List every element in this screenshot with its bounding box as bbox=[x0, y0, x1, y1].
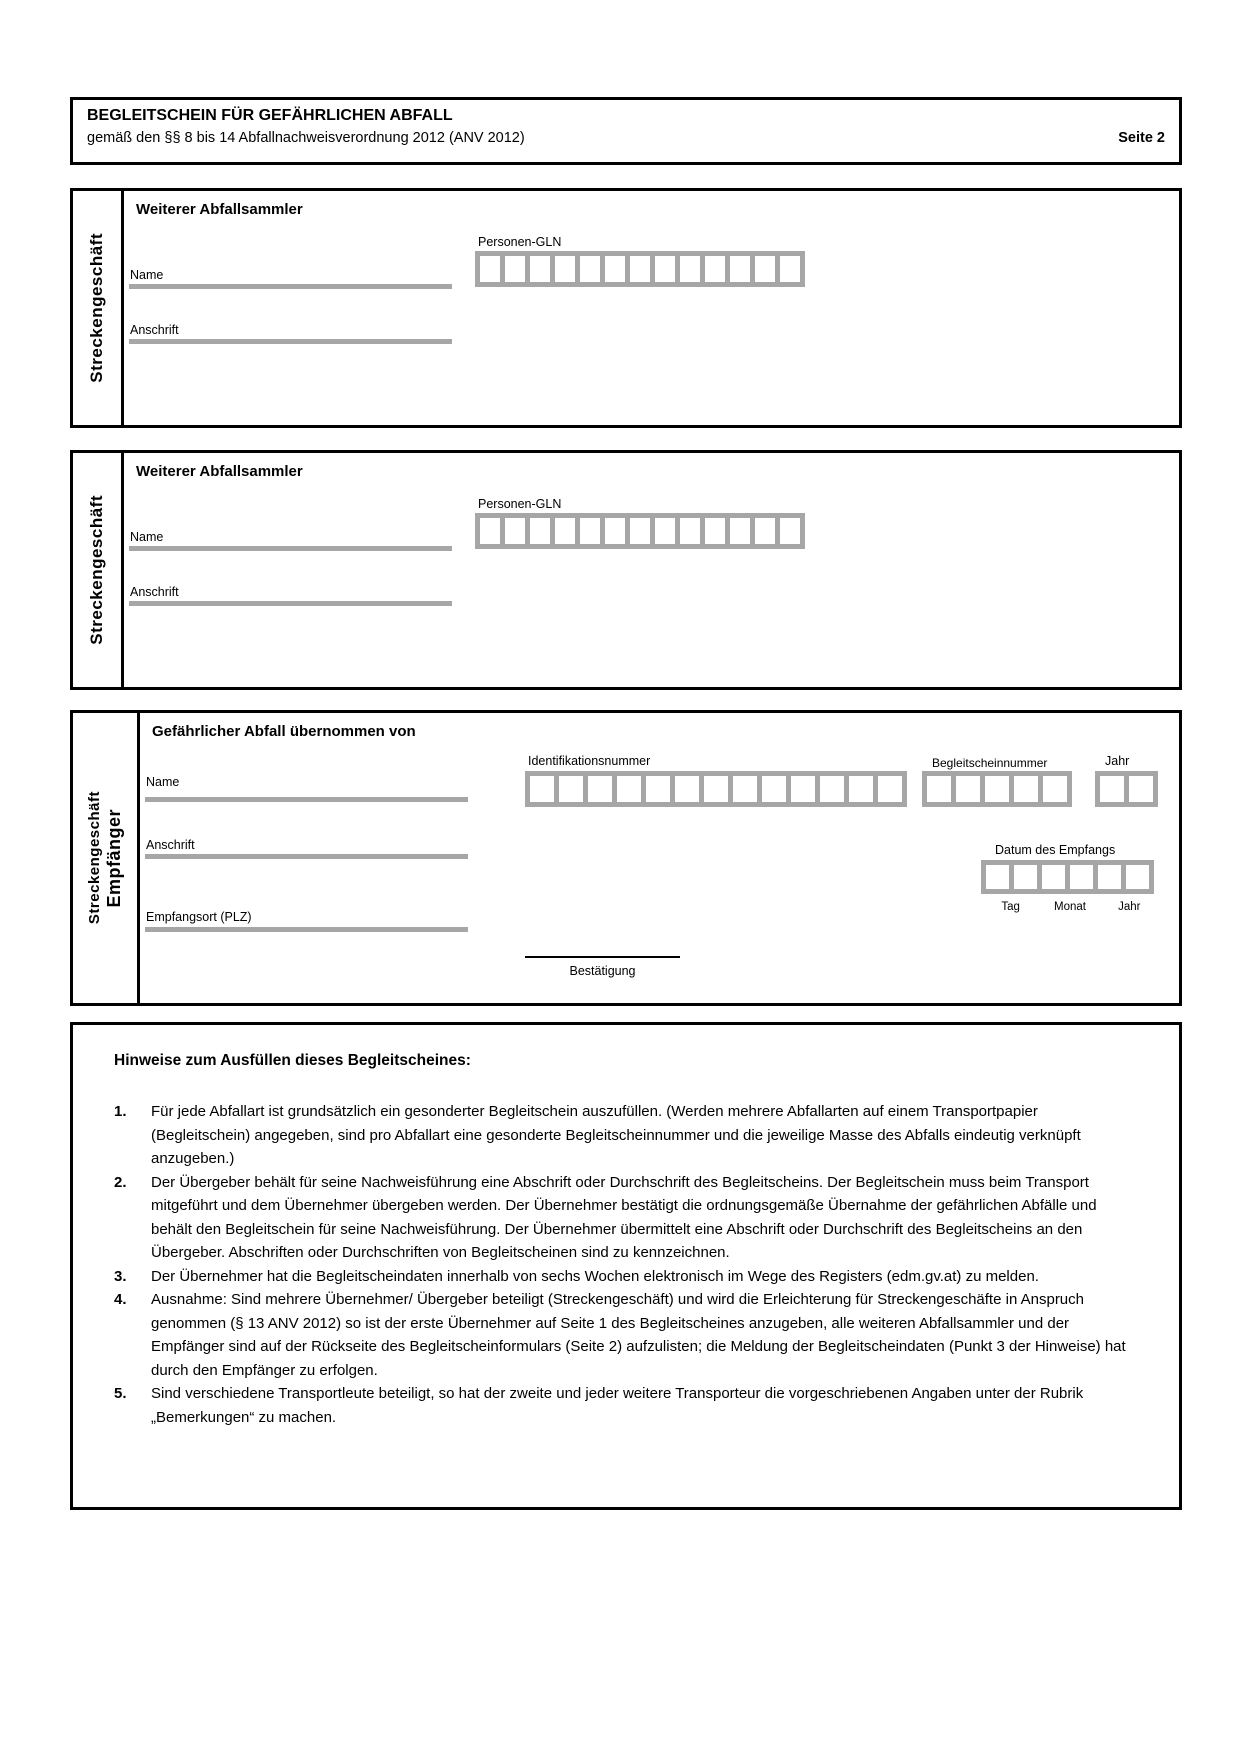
box-cell bbox=[1070, 865, 1093, 889]
section-empfaenger bbox=[70, 710, 1182, 1006]
bestaetigung-signature-line bbox=[525, 956, 680, 958]
box-cell bbox=[480, 518, 500, 544]
form-header bbox=[70, 97, 1182, 165]
box-cell bbox=[704, 776, 728, 802]
box-cell bbox=[730, 256, 750, 282]
box-cell bbox=[780, 256, 800, 282]
name-field-line bbox=[129, 546, 452, 551]
hinweis-number: 4. bbox=[114, 1291, 127, 1308]
box-cell bbox=[705, 518, 725, 544]
identifikationsnummer-label: Identifikationsnummer bbox=[528, 754, 651, 768]
hinweis-number: 1. bbox=[114, 1103, 127, 1120]
box-cell bbox=[605, 518, 625, 544]
datum-des-empfangs-label: Datum des Empfangs bbox=[995, 843, 1116, 857]
section-title: Gefährlicher Abfall übernommen von bbox=[152, 723, 416, 740]
box-cell bbox=[617, 776, 641, 802]
box-cell bbox=[675, 776, 699, 802]
datum-boxes bbox=[981, 860, 1154, 894]
box-cell bbox=[1043, 776, 1067, 802]
section-title: Weiterer Abfallsammler bbox=[136, 463, 303, 480]
name-label: Name bbox=[130, 268, 164, 282]
identifikationsnummer-boxes bbox=[525, 771, 907, 807]
section-side-label-area bbox=[73, 191, 124, 425]
box-cell bbox=[630, 518, 650, 544]
box-cell bbox=[762, 776, 786, 802]
box-cell bbox=[878, 776, 902, 802]
box-cell bbox=[1014, 865, 1037, 889]
hinweis-number: 2. bbox=[114, 1173, 127, 1191]
box-cell bbox=[655, 256, 675, 282]
side-label-empfaenger: Empfänger bbox=[103, 808, 124, 908]
hinweis-item-1 bbox=[114, 1100, 1131, 1171]
box-cell bbox=[791, 776, 815, 802]
section-abfallsammler-2 bbox=[70, 450, 1182, 690]
box-cell bbox=[986, 865, 1009, 889]
begleitscheinnummer-boxes bbox=[922, 771, 1072, 807]
name-label: Name bbox=[146, 775, 180, 789]
hinweis-text: Der Übernehmer hat die Begleitscheindaten innerhalb von sechs Wochen elektronisch im Wege des Registers (edm.gv.at) zu melden. bbox=[151, 1267, 1039, 1285]
page-number: Seite 2 bbox=[1118, 130, 1165, 146]
anschrift-field-line bbox=[129, 601, 452, 606]
personen-gln-boxes bbox=[475, 251, 805, 287]
side-label-streckengeschaeft: Streckengeschäft bbox=[87, 495, 106, 645]
personen-gln-boxes bbox=[475, 513, 805, 549]
box-cell bbox=[559, 776, 583, 802]
box-cell bbox=[820, 776, 844, 802]
anschrift-field-line bbox=[145, 854, 468, 859]
form-subtitle: gemäß den §§ 8 bis 14 Abfallnachweisverordnung 2012 (ANV 2012) bbox=[87, 130, 525, 146]
jahr-label: Jahr bbox=[1105, 754, 1130, 768]
empfangsort-label: Empfangsort (PLZ) bbox=[146, 910, 252, 924]
box-cell bbox=[780, 518, 800, 544]
anschrift-field-line bbox=[129, 339, 452, 344]
box-cell bbox=[1100, 776, 1124, 802]
hinweis-item-3 bbox=[114, 1265, 1131, 1289]
hinweis-text: Sind verschiedene Transportleute beteiligt, so hat der zweite und jeder weitere Transporteur die vorgeschriebenen Angaben unter der Rubrik „Bemerkungen“ zu machen. bbox=[151, 1385, 1084, 1426]
name-label: Name bbox=[130, 530, 164, 544]
hinweis-item-2 bbox=[114, 1171, 1131, 1265]
name-field-line bbox=[145, 797, 468, 802]
hinweise-box bbox=[70, 1022, 1182, 1510]
begleitscheinnummer-label: Begleitscheinnummer bbox=[932, 756, 1048, 770]
hinweis-number: 5. bbox=[114, 1385, 127, 1402]
side-label-streckengeschaeft: Streckengeschäft bbox=[87, 233, 106, 383]
box-cell bbox=[680, 256, 700, 282]
name-field-line bbox=[129, 284, 452, 289]
box-cell bbox=[1042, 865, 1065, 889]
personen-gln-label: Personen-GLN bbox=[478, 497, 562, 511]
box-cell bbox=[755, 256, 775, 282]
hinweis-item-5 bbox=[114, 1382, 1131, 1429]
box-cell bbox=[1129, 776, 1153, 802]
box-cell bbox=[580, 518, 600, 544]
hinweis-text: Der Übergeber behält für seine Nachweisführung eine Abschrift oder Durchschrift des Begleitscheins. Der Begleitschein muss beim Transport mitgeführt und dem Übernehmer übergeben werden. Der Übernehmer bestätigt die ordnungsgemäße Übernahme der gefährlichen Abfälle und behält den Begleitschein für seine Nachweisführung. Der Übernehmer übermittelt eine Abschrift oder Durchschrift des Begleitscheins an den Übergeber. Abschriften oder Durchschriften von Begleitscheinen sind zu kennzeichnen. bbox=[151, 1173, 1097, 1261]
box-cell bbox=[1126, 865, 1149, 889]
box-cell bbox=[733, 776, 757, 802]
box-cell bbox=[505, 256, 525, 282]
hinweis-number: 3. bbox=[114, 1267, 127, 1285]
box-cell bbox=[655, 518, 675, 544]
monat-label: Monat bbox=[1054, 901, 1086, 913]
tag-label: Tag bbox=[1001, 901, 1020, 913]
box-cell bbox=[605, 256, 625, 282]
section-side-label-area bbox=[73, 713, 140, 1003]
box-cell bbox=[530, 256, 550, 282]
anschrift-label: Anschrift bbox=[130, 585, 179, 599]
hinweis-text: Ausnahme: Sind mehrere Übernehmer/ Übergeber beteiligt (Streckengeschäft) und wird die Erleichterung für Streckengeschäfte in Anspruch genommen (§ 13 ANV 2012) so ist der erste Übernehmer auf Seite 1 des Begleitscheines anzugeben, alle weiteren Abfallsammler und der Empfänger sind auf der Rückseite des Begleitscheinformulars (Seite 2) aufzulisten; die Meldung der Begleitscheindaten (Punkt 3 der Hinweise) hat durch den Empfänger zu erfolgen. bbox=[151, 1291, 1126, 1379]
anschrift-label: Anschrift bbox=[130, 323, 179, 337]
box-cell bbox=[927, 776, 951, 802]
jahr-boxes bbox=[1095, 771, 1158, 807]
hinweis-text: Für jede Abfallart ist grundsätzlich ein gesonderter Begleitschein auszufüllen. (Werden mehrere Abfallarten auf einem Transportpapier (Begleitschein) angegeben, sind pro Abfallart eine gesonderte Begleitscheinnummer und die jeweilige Masse des Abfalls eindeutig verknüpft anzugeben.) bbox=[151, 1103, 1081, 1167]
box-cell bbox=[530, 518, 550, 544]
anschrift-label: Anschrift bbox=[146, 838, 195, 852]
box-cell bbox=[956, 776, 980, 802]
hinweis-item-4 bbox=[114, 1288, 1131, 1382]
box-cell bbox=[505, 518, 525, 544]
box-cell bbox=[555, 256, 575, 282]
box-cell bbox=[1014, 776, 1038, 802]
box-cell bbox=[630, 256, 650, 282]
section-content bbox=[124, 191, 1179, 425]
section-content bbox=[124, 453, 1179, 687]
empfangsort-field-line bbox=[145, 927, 468, 932]
hinweise-title: Hinweise zum Ausfüllen dieses Begleitscheines: bbox=[114, 1052, 471, 1069]
box-cell bbox=[580, 256, 600, 282]
form-title: BEGLEITSCHEIN FÜR GEFÄHRLICHEN ABFALL bbox=[87, 107, 453, 124]
box-cell bbox=[1098, 865, 1121, 889]
box-cell bbox=[755, 518, 775, 544]
jahr-unit-label: Jahr bbox=[1118, 901, 1141, 913]
side-label-streckengeschaeft: Streckengeschäft bbox=[85, 791, 103, 925]
box-cell bbox=[646, 776, 670, 802]
box-cell bbox=[480, 256, 500, 282]
bestaetigung-label: Bestätigung bbox=[569, 964, 636, 978]
box-cell bbox=[680, 518, 700, 544]
datum-unit-labels bbox=[981, 901, 1159, 913]
section-content bbox=[140, 713, 1179, 1003]
box-cell bbox=[555, 518, 575, 544]
box-cell bbox=[588, 776, 612, 802]
section-abfallsammler-1 bbox=[70, 188, 1182, 428]
section-title: Weiterer Abfallsammler bbox=[136, 201, 303, 218]
personen-gln-label: Personen-GLN bbox=[478, 235, 562, 249]
box-cell bbox=[849, 776, 873, 802]
box-cell bbox=[530, 776, 554, 802]
box-cell bbox=[705, 256, 725, 282]
section-side-label-area bbox=[73, 453, 124, 687]
box-cell bbox=[730, 518, 750, 544]
box-cell bbox=[985, 776, 1009, 802]
